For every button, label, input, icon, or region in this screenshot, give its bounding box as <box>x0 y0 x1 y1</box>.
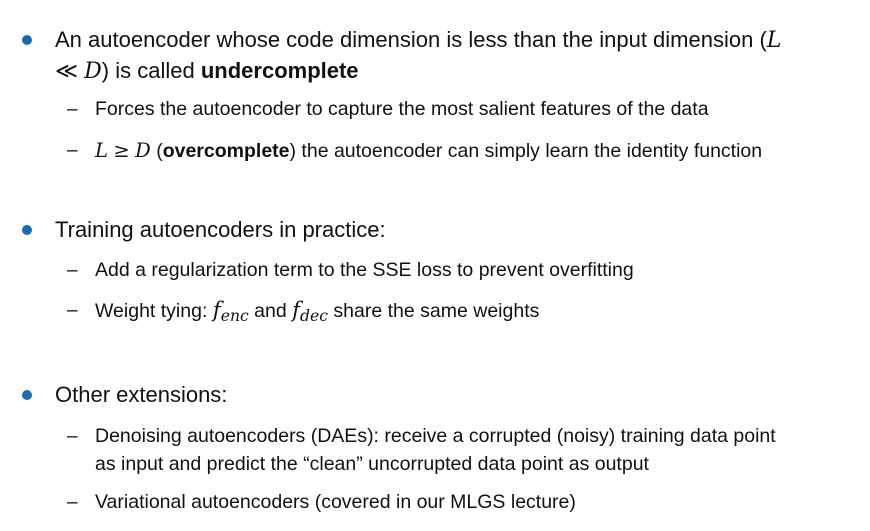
dash-marker: – <box>67 426 78 447</box>
dash-marker: – <box>67 492 78 513</box>
bullet-1-sub-1: Forces the autoencoder to capture the most salient features of the data <box>95 98 709 120</box>
dash-marker: – <box>67 300 78 321</box>
bullet-dot <box>22 35 32 45</box>
bullet-2-sub-1: Add a regularization term to the SSE loss to prevent overfitting <box>95 259 634 281</box>
bullet-1-sub-2: L ≥ D (overcomplete) the autoencoder can simply learn the identity function <box>95 139 763 162</box>
dash-marker: – <box>67 260 78 281</box>
bullet-2-text: Training autoencoders in practice: <box>55 217 386 242</box>
bullet-2-sub-2: Weight tying: $f_{enc}$ and $f_{dec}$ share the same weights <box>95 298 540 325</box>
bullet-dot <box>22 225 32 235</box>
bullet-3-sub-1-line-1: Denoising autoencoders (DAEs): receive a corrupted (noisy) training data point <box>95 425 776 447</box>
bullet-3-sub-2: Variational autoencoders (covered in our MLGS lecture) <box>95 491 576 513</box>
bullet-3-text: Other extensions: <box>55 382 228 407</box>
bullet-3-sub-1-line-2: as input and predict the “clean” uncorrupted data point as output <box>95 453 649 475</box>
dash-marker: – <box>67 140 78 161</box>
bullet-1-line-1: An autoencoder whose code dimension is less than the input dimension (L <box>55 27 782 53</box>
bullet-dot <box>22 390 32 400</box>
bullet-1-line-2: ≪ D) is called undercomplete <box>55 58 359 84</box>
dash-marker: – <box>67 99 78 120</box>
